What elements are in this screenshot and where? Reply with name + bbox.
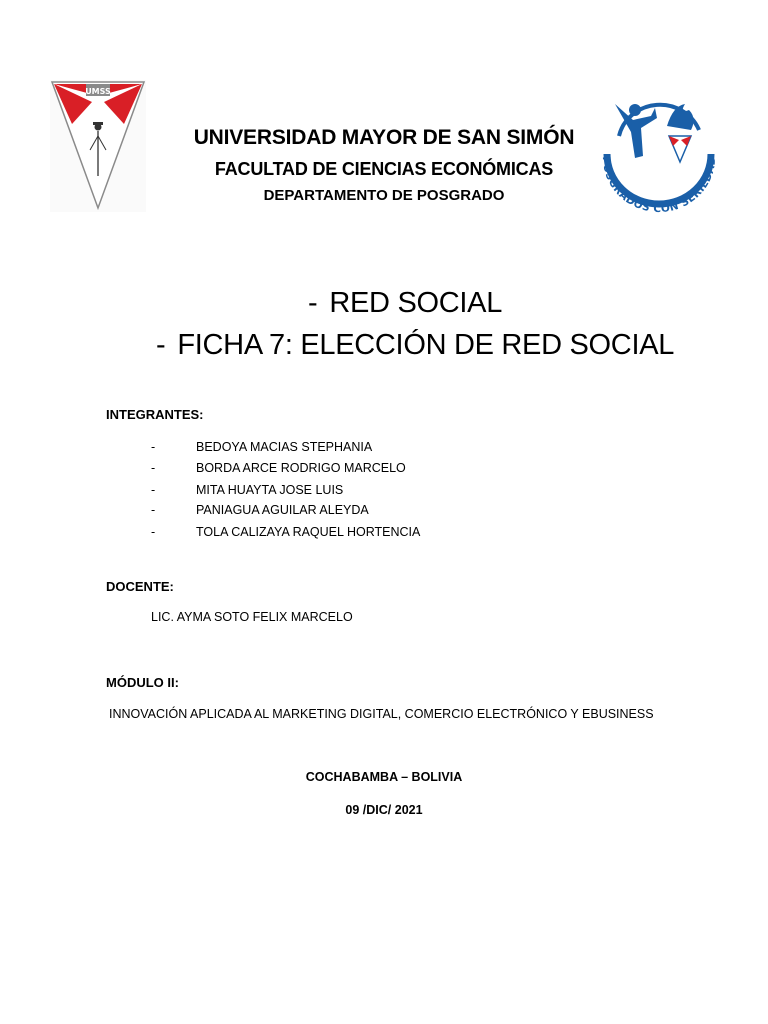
list-bullet: - [151,483,156,497]
teacher-name: LIC. AYMA SOTO FELIX MARCELO [151,610,353,624]
department-name: DEPARTAMENTO DE POSGRADO [263,187,505,204]
title-line-1-text: RED SOCIAL [329,287,503,319]
member-name: MITA HUAYTA JOSE LUIS [196,483,344,497]
list-item [0,503,768,519]
list-bullet: - [151,461,156,475]
university-name: UNIVERSIDAD MAYOR DE SAN SIMÓN [193,126,575,149]
title-line-1 [308,287,502,320]
member-name: TOLA CALIZAYA RAQUEL HORTENCIA [196,525,421,539]
list-bullet: - [151,503,156,517]
title-line-2-text: FICHA 7: ELECCIÓN DE RED SOCIAL [177,329,675,361]
member-name: BEDOYA MACIAS STEPHANIA [196,440,373,454]
posgrado-logo-text: POSGRADOS CON SERIEDAD [599,155,719,216]
member-name: BORDA ARCE RODRIGO MARCELO [196,461,406,475]
list-bullet: - [151,525,156,539]
module-label: MÓDULO II: [106,675,179,690]
date: 09 /DIC/ 2021 [345,803,423,817]
module-name: INNOVACIÓN APLICADA AL MARKETING DIGITAL, COMERCIO ELECTRÓNICO Y EBUSINESS [109,707,654,721]
list-item [0,525,768,541]
location: COCHABAMBA – BOLIVIA [305,770,463,784]
list-item [0,440,768,456]
faculty-name: FACULTAD DE CIENCIAS ECONÓMICAS [214,159,554,179]
title-dash: - [156,329,166,361]
teacher-label: DOCENTE: [106,579,174,594]
list-item [0,461,768,477]
title-line-2 [156,329,674,362]
member-name: PANIAGUA AGUILAR ALEYDA [196,503,369,517]
list-item [0,483,768,499]
umss-logo-text: UMSS [85,87,111,96]
members-label: INTEGRANTES: [106,407,204,422]
title-dash: - [308,287,318,319]
list-bullet: - [151,440,156,454]
